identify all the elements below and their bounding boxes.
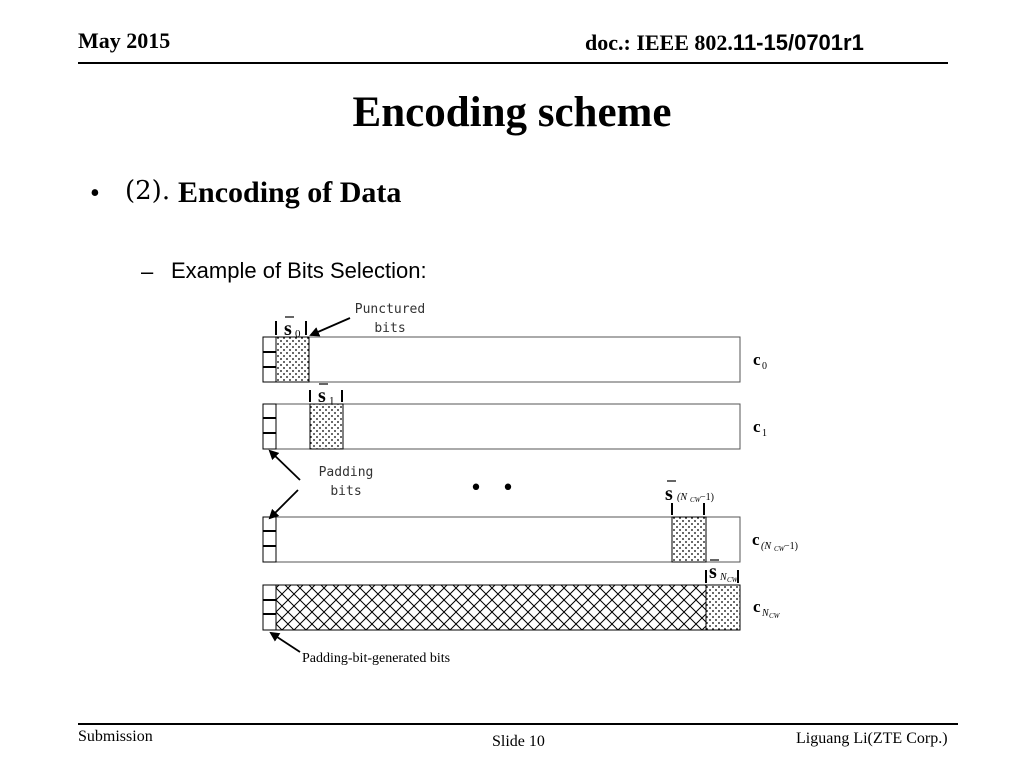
bullet-marker: • xyxy=(90,178,100,209)
s0-symbol: s xyxy=(284,318,292,340)
c-ncw-label xyxy=(753,597,781,620)
c-ncw-minus-1-sub-a: (N xyxy=(761,541,771,552)
punctured-bits-block xyxy=(276,337,309,382)
s1-symbol: s xyxy=(318,385,326,407)
codeword-row-c0 xyxy=(263,337,740,382)
codeword-row-c-ncw-minus-1 xyxy=(263,517,740,562)
footer-author: Liguang Li(ZTE Corp.) xyxy=(796,730,948,747)
s-ncw-minus-1-sub-a: (N xyxy=(677,492,687,503)
punctured-bits-block xyxy=(310,404,343,449)
codeword-row-c-ncw xyxy=(263,585,740,630)
s1-subscript: 1 xyxy=(329,395,335,407)
punctured-arrow xyxy=(311,318,350,335)
s-ncw-minus-1-symbol: s xyxy=(665,483,673,505)
padding-cell xyxy=(263,404,276,449)
codeword-box xyxy=(263,337,740,382)
padding-cell xyxy=(263,517,276,562)
codeword-box xyxy=(263,517,740,562)
padding-arrow-down xyxy=(270,490,298,518)
c0-label xyxy=(753,350,767,372)
s-ncw-minus-1-sub-c: −1) xyxy=(700,492,714,503)
c-ncw-sub-a: N xyxy=(762,608,769,619)
bullet-text: Encoding of Data xyxy=(178,176,402,209)
c1-subscript: 1 xyxy=(762,428,767,439)
s-ncw-minus-1-label xyxy=(665,481,714,515)
ellipsis-dots: • • xyxy=(469,476,521,501)
s-ncw-sub-b: CW xyxy=(727,576,738,584)
sub-bullet-marker: – xyxy=(141,259,154,284)
footer-rule xyxy=(78,723,958,725)
header-date: May 2015 xyxy=(78,28,171,53)
c-ncw-sub-b: CW xyxy=(769,612,780,620)
punctured-label-line2: bits xyxy=(374,321,406,336)
padding-cell xyxy=(263,337,276,382)
s0-subscript: 0 xyxy=(295,328,301,340)
bullet-number: (2). xyxy=(125,176,171,206)
c-ncw-symbol: c xyxy=(753,597,761,616)
sub-bullet-text: Example of Bits Selection: xyxy=(171,258,427,283)
padding-arrow-up xyxy=(270,451,300,480)
padding-generated-label: Padding-bit-generated bits xyxy=(302,651,451,666)
slide-title: Encoding scheme xyxy=(352,89,672,136)
c-ncw-minus-1-sub-c: −1) xyxy=(784,541,798,552)
punctured-label-line1: Punctured xyxy=(354,302,426,317)
doc-prefix: doc.: IEEE 802. xyxy=(585,30,733,55)
footer-slide-number: Slide 10 xyxy=(492,733,545,750)
padding-label-line1: Padding xyxy=(318,465,374,480)
c-ncw-minus-1-symbol: c xyxy=(752,530,760,549)
padding-cell xyxy=(263,585,276,630)
punctured-bits-block xyxy=(706,585,740,630)
c0-subscript: 0 xyxy=(762,361,767,372)
c-ncw-minus-1-label xyxy=(752,530,798,553)
punctured-bits-block xyxy=(672,517,706,562)
s-ncw-label xyxy=(706,560,739,584)
c-ncw-minus-1-sub-b: CW xyxy=(774,545,785,553)
codeword-row-c1 xyxy=(263,404,740,449)
s-ncw-sub-a: N xyxy=(720,572,727,583)
padding-label-line2: bits xyxy=(330,484,362,499)
s-ncw-minus-1-sub-b: CW xyxy=(690,496,701,504)
s-ncw-symbol: s xyxy=(709,561,717,583)
padding-generated-bits-block xyxy=(276,585,706,630)
c1-label xyxy=(753,417,767,439)
padding-generated-arrow xyxy=(271,633,300,652)
c1-symbol: c xyxy=(753,417,761,436)
c0-symbol: c xyxy=(753,350,761,369)
footer-submission: Submission xyxy=(78,728,153,745)
doc-number: 11-15/0701r1 xyxy=(732,30,864,55)
